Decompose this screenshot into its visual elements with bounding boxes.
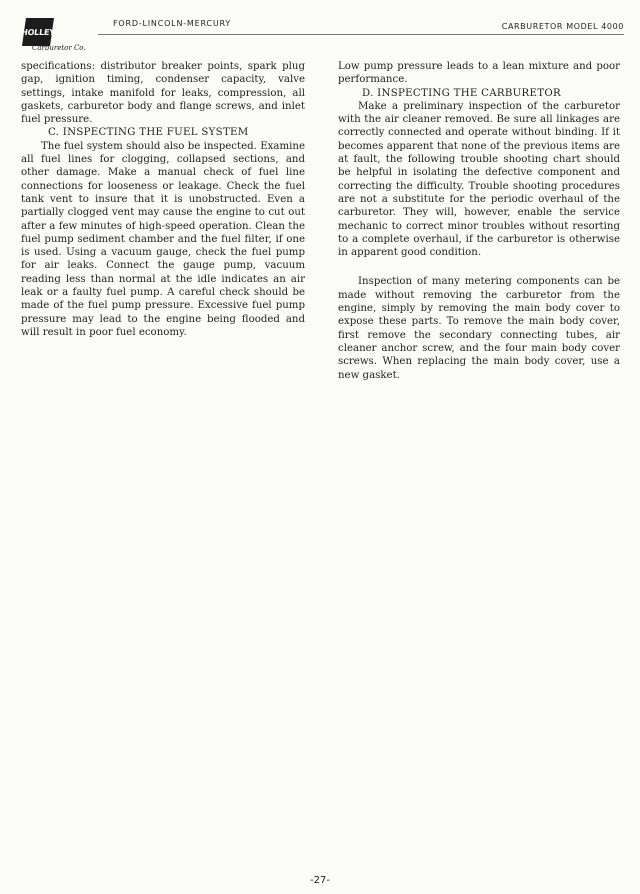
section-d-paragraph-2: Inspection of many metering components can be made without removing the carburetor from the engine, simply by removing the main body cover to expose these parts. To remove the main body cover, first remove the secondary connecting tubes, air cleaner anchor screw, and the four main body cover screws. When replacing the main body cover, use a new gasket. [338, 276, 620, 381]
page-number: -27- [310, 875, 330, 886]
header-right-title: CARBURETOR MODEL 4000 [501, 22, 624, 31]
continued-paragraph: specifications: distributor breaker points, spark plug gap, ignition timing, condenser capacity, valve settings, intake manifold for leaks, compression, all gaskets, carburetor body and flange screws, and inlet fuel pressure. [21, 61, 305, 126]
header-left-title: FORD-LINCOLN-MERCURY [113, 19, 232, 28]
header-rule [98, 34, 624, 35]
section-c-heading: C. INSPECTING THE FUEL SYSTEM [48, 127, 249, 139]
left-column [21, 60, 305, 339]
paragraph-gap [338, 259, 620, 275]
opening-paragraph: Low pump pressure leads to a lean mixture and poor performance. [338, 61, 620, 86]
section-d-paragraph-1: Make a preliminary inspection of the carburetor with the air cleaner removed. Be sure all linkages are correctly connected and operate without binding. If it becomes apparent that none of the previous items are at fault, the following trouble shooting chart should be helpful in isolating the defective component and correcting the difficulty. Trouble shooting procedures are not a substitute for the periodic overhaul of the carburetor. They will, however, enable the service mechanic to correct minor troubles without resorting to a complete overhaul, if the carburetor is otherwise in apparent good condition. [338, 100, 620, 259]
page-header [18, 14, 624, 54]
holley-logo-mark: HOLLEY [22, 18, 54, 46]
holley-logo-script: Carburetor Co. [32, 44, 86, 52]
section-c-paragraph: The fuel system should also be inspected. Examine all fuel lines for clogging, collapsed sections, and other damage. Make a manual check of fuel line connections for looseness or leakage. Check the fuel tank vent to insure that it is unobstructed. Even a partially clogged vent may cause the engine to cut out after a few minutes of high-speed operation. Clean the fuel pump sediment chamber and the fuel filter, if one is used. Using a vacuum gauge, check the fuel pump for air leaks. Connect the gauge pump, vacuum reading less than normal at the idle indicates an air leak or a faulty fuel pump. A careful check should be made of the fuel pump pressure. Excessive fuel pump pressure may lead to the engine being flooded and will result in poor fuel economy. [21, 140, 305, 338]
right-column [338, 60, 620, 382]
section-d-heading: D. INSPECTING THE CARBURETOR [362, 87, 561, 99]
holley-logo [18, 14, 86, 56]
